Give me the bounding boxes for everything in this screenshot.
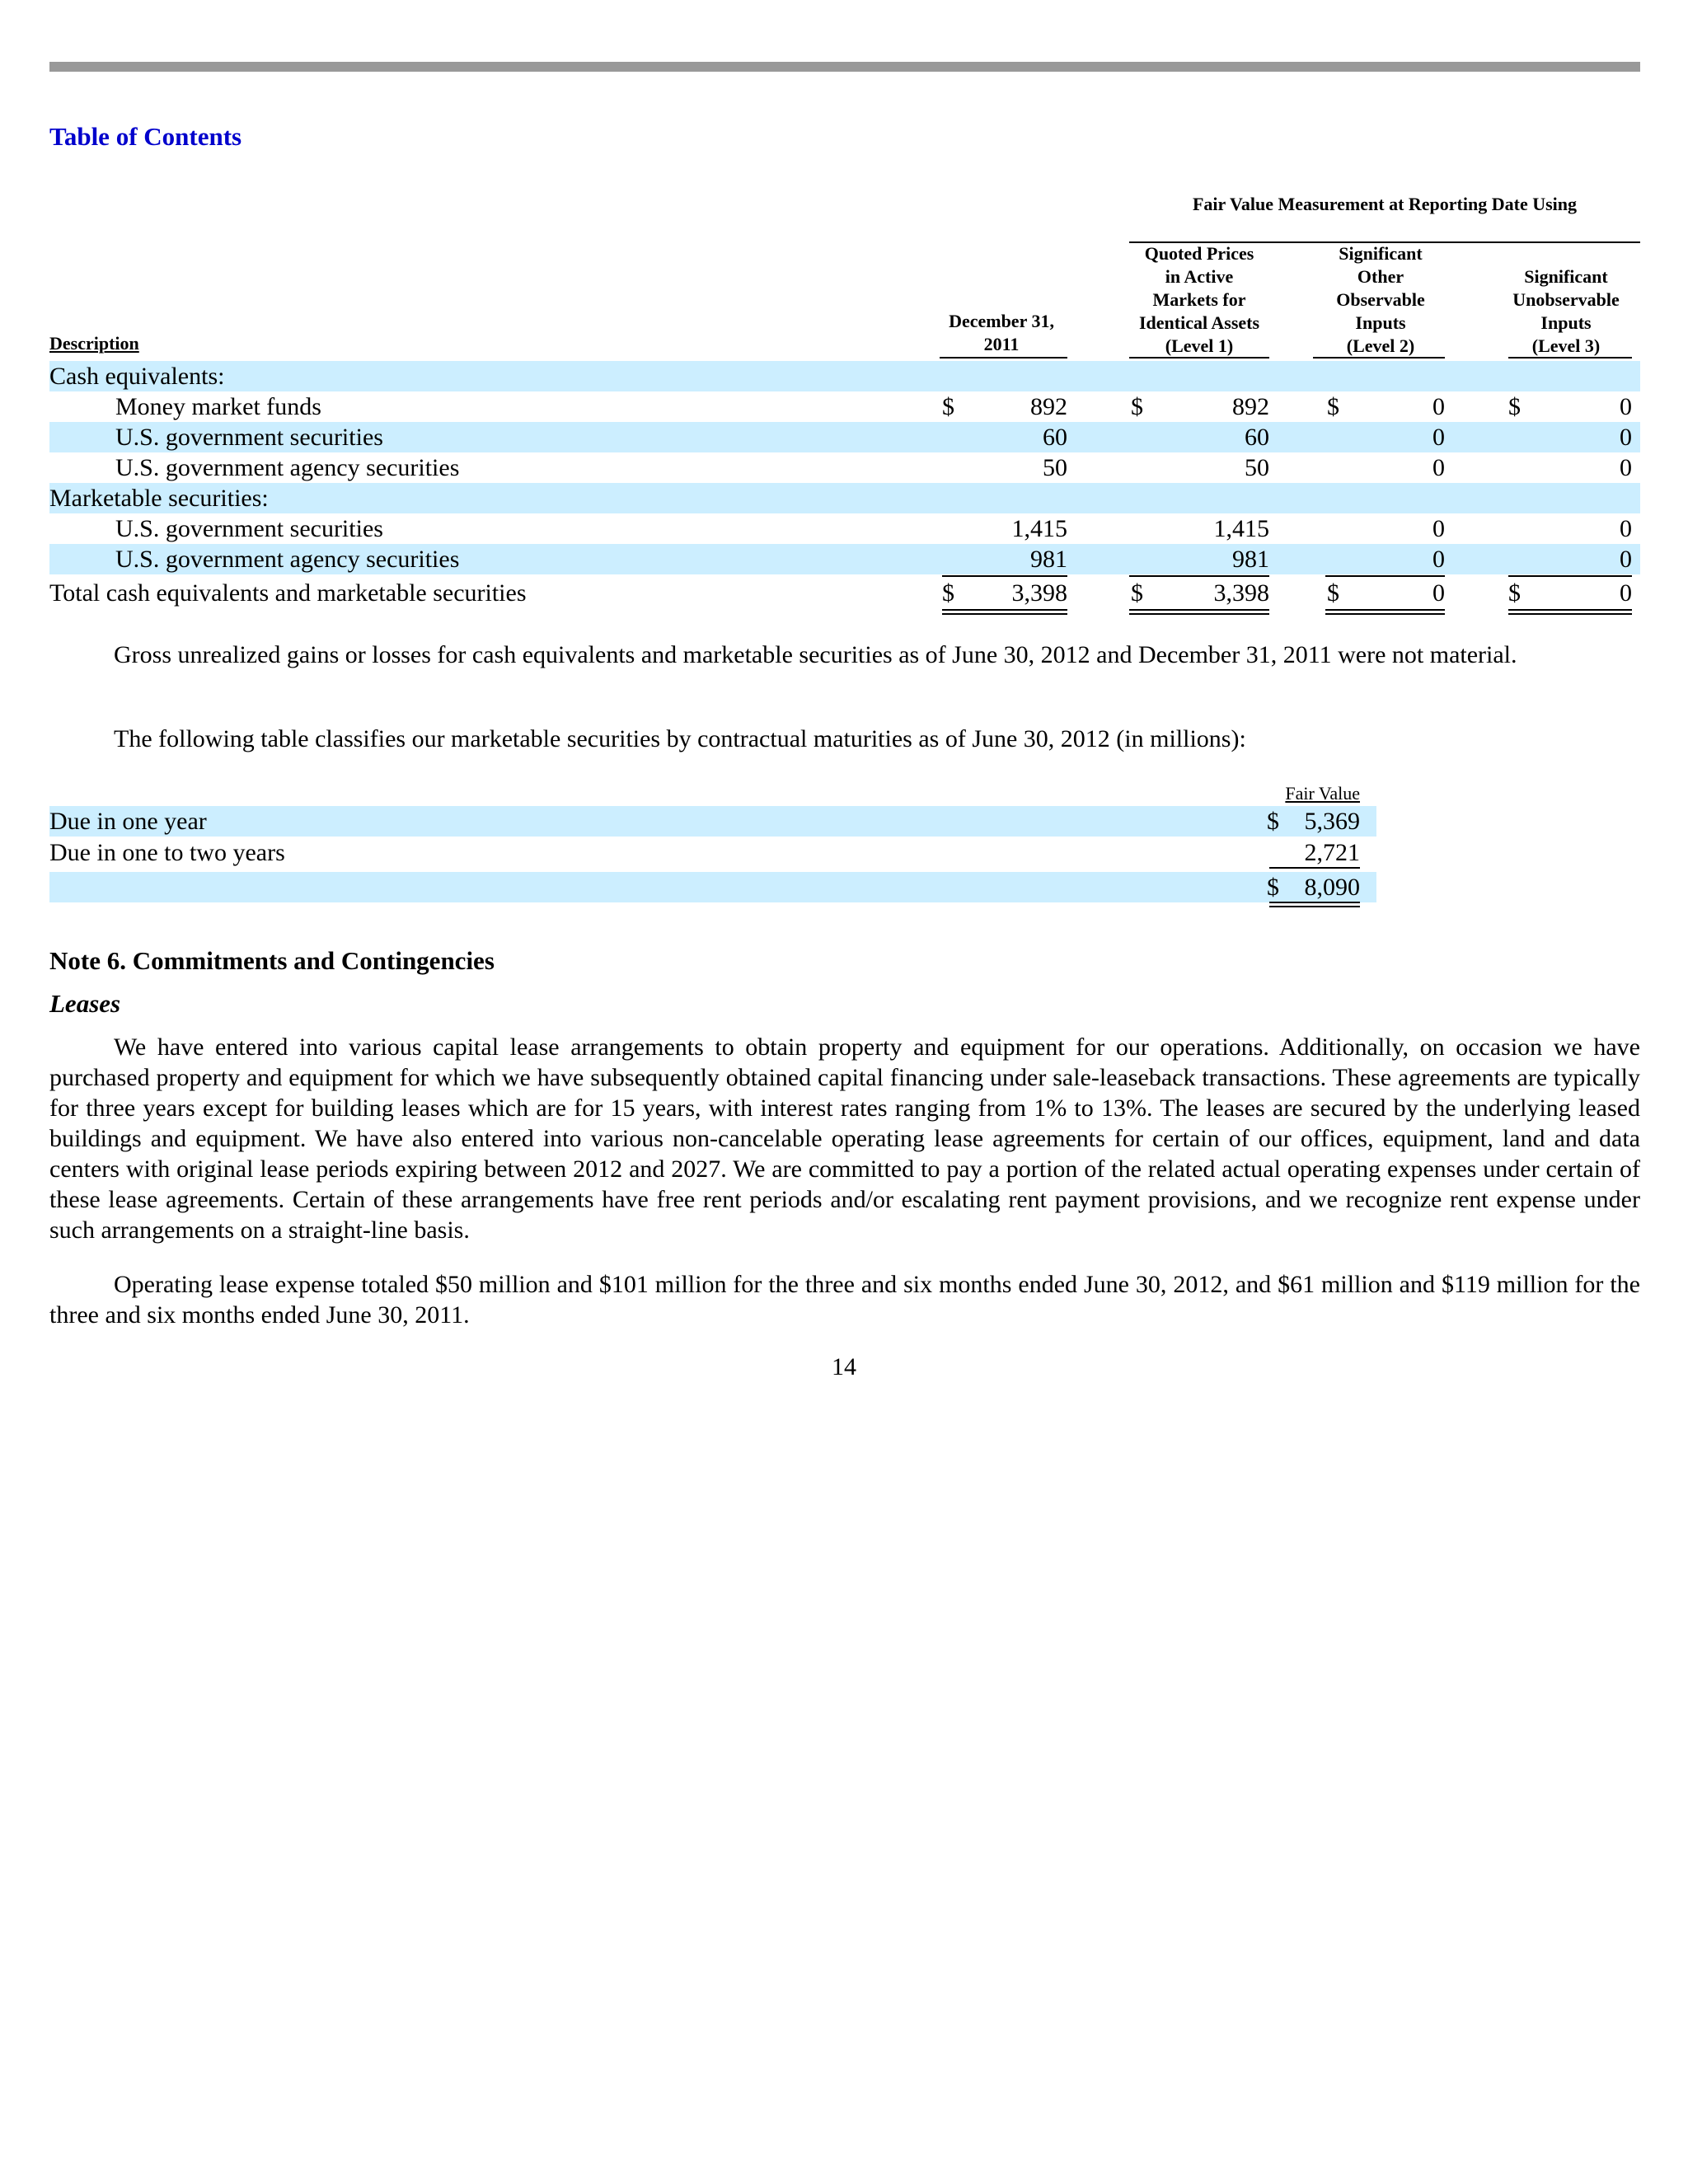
value-cell: 0 (1432, 515, 1445, 542)
subtotal-underline (1129, 575, 1269, 577)
value-cell: 0 (1432, 393, 1445, 420)
value-cell: 0 (1620, 393, 1632, 420)
description-header: Description (49, 333, 139, 354)
dollar-sign: $ (942, 579, 954, 607)
page-number: 14 (832, 1353, 856, 1380)
value-cell: 0 (1620, 454, 1632, 481)
maturity-row (49, 872, 1376, 902)
paragraph-maturities-intro (49, 724, 1640, 754)
value-cell: 5,369 (1304, 808, 1360, 835)
note-heading: Note 6. Commitments and Contingencies (49, 946, 495, 975)
value-cell: 1,415 (1011, 515, 1067, 542)
value-cell: 0 (1432, 579, 1445, 607)
total-double-underline (1269, 902, 1360, 907)
maturity-row (49, 837, 1376, 868)
value-cell: 981 (1030, 546, 1067, 573)
row-label: U.S. government agency securities (115, 454, 460, 481)
table-row (49, 422, 1640, 452)
maturity-row (49, 806, 1376, 837)
level2-line: Other (1357, 266, 1404, 287)
row-label: Due in one to two years (49, 839, 285, 866)
value-cell: 0 (1620, 579, 1632, 607)
table-row (49, 544, 1640, 574)
level2-line: Inputs (1355, 312, 1406, 333)
row-label: Total cash equivalents and marketable securities (49, 579, 527, 607)
dollar-sign: $ (1508, 579, 1521, 607)
dec31-header-line2: 2011 (983, 334, 1020, 354)
dollar-sign: $ (1327, 393, 1339, 420)
paragraph-text: We have entered into various capital lease arrangements to obtain property and equipment for our operations. Additionally, on occasion we have purchased property and equipment for which we have subsequently obtained capital financing under sale-leaseback transactions. These agreements are typically for three years except for building leases which are for 15 years, with interest rates ranging from 1% to 13%. The leases are secured by the underlying leased buildings and equipment. We have also entered into various non-cancelable operating lease agreements for certain of our offices, equipment, land and data centers with original lease periods expiring between 2012 and 2027. We are committed to pay a portion of the related actual operating expenses under certain of these lease agreements. Certain of these arrangements have free rent periods and/or escalating rent payment provisions, and we recognize rent expense under such arrangements on a straight-line basis. (49, 1033, 1640, 1244)
total-double-underline (1508, 609, 1632, 615)
value-cell: 0 (1620, 424, 1632, 451)
fair-value-header: Fair Value (1285, 783, 1360, 804)
value-cell: 981 (1232, 546, 1269, 573)
level1-underline (1129, 357, 1269, 359)
dec31-header (931, 310, 1071, 356)
value-cell: 2,721 (1304, 839, 1360, 866)
value-cell: 0 (1432, 424, 1445, 451)
group-header: Fair Value Measurement at Reporting Date Using (1192, 194, 1578, 214)
top-divider-bar (49, 62, 1640, 72)
level3-header (1492, 265, 1640, 358)
value-cell: 60 (1245, 424, 1269, 451)
subtotal-underline (1508, 575, 1632, 577)
table-row (49, 578, 1640, 608)
dollar-sign: $ (1131, 579, 1143, 607)
value-cell: 60 (1043, 424, 1067, 451)
total-double-underline (942, 609, 1067, 615)
level1-line: Markets for (1152, 289, 1246, 310)
level1-line: in Active (1165, 266, 1234, 287)
total-double-underline (1325, 609, 1445, 615)
value-cell: 50 (1245, 454, 1269, 481)
paragraph-text: Gross unrealized gains or losses for cash equivalents and marketable securities as of June 30, 2012 and December 31, 2011 were not material. (114, 641, 1517, 668)
value-cell: 8,090 (1304, 874, 1360, 901)
dollar-sign: $ (1267, 874, 1279, 901)
dollar-sign: $ (1131, 393, 1143, 420)
value-cell: 0 (1432, 546, 1445, 573)
dollar-sign: $ (1267, 808, 1279, 835)
value-cell: 0 (1620, 546, 1632, 573)
value-cell: 892 (1030, 393, 1067, 420)
dollar-sign: $ (942, 393, 954, 420)
subtotal-underline (1269, 867, 1360, 869)
level2-underline (1313, 357, 1445, 359)
value-cell: 50 (1043, 454, 1067, 481)
row-label: U.S. government securities (115, 424, 383, 451)
subtotal-underline (1325, 575, 1445, 577)
table-row (49, 513, 1640, 544)
level2-line: Observable (1336, 289, 1425, 310)
row-label: Money market funds (115, 393, 321, 420)
level1-line: Quoted Prices (1144, 243, 1254, 264)
row-label: U.S. government agency securities (115, 546, 460, 573)
dec31-underline (940, 357, 1067, 359)
value-cell: 3,398 (1213, 579, 1269, 607)
row-label: Cash equivalents: (49, 363, 225, 390)
subtotal-underline (942, 575, 1067, 577)
value-cell: 0 (1620, 515, 1632, 542)
paragraph-text: The following table classifies our marketable securities by contractual maturities as of June 30, 2012 (in millions): (114, 725, 1246, 752)
level2-line: (Level 2) (1346, 335, 1415, 356)
dollar-sign: $ (1508, 393, 1521, 420)
paragraph-operating-lease-expense (49, 1269, 1640, 1330)
paragraph-leases (49, 1032, 1640, 1245)
leases-heading: Leases (49, 989, 121, 1018)
table-row (49, 483, 1640, 513)
value-cell: 0 (1432, 454, 1445, 481)
value-cell: 3,398 (1011, 579, 1067, 607)
level2-line: Significant (1339, 243, 1423, 264)
table-row (49, 361, 1640, 391)
level3-underline (1508, 357, 1632, 359)
dec31-header-line1: December 31, (949, 311, 1054, 331)
row-label: Marketable securities: (49, 485, 269, 512)
row-label: U.S. government securities (115, 515, 383, 542)
row-label: Due in one year (49, 808, 207, 835)
value-cell: 1,415 (1213, 515, 1269, 542)
table-of-contents-link[interactable]: Table of Contents (49, 122, 242, 151)
level2-header (1311, 242, 1451, 358)
table-row (49, 391, 1640, 422)
level3-line: Inputs (1540, 312, 1592, 333)
paragraph-text: Operating lease expense totaled $50 million and $101 million for the three and six months ended June 30, 2012, and $61 million and $119 million for the three and six months ended June 30, 2011. (49, 1271, 1640, 1329)
total-double-underline (1129, 609, 1269, 615)
value-cell: 892 (1232, 393, 1269, 420)
level1-line: Identical Assets (1138, 312, 1260, 333)
level1-line: (Level 1) (1165, 335, 1234, 356)
level3-line: (Level 3) (1531, 335, 1601, 356)
table-row (49, 452, 1640, 483)
level3-line: Unobservable (1512, 289, 1620, 310)
level1-header (1121, 242, 1278, 358)
paragraph-unrealized-gains (49, 640, 1640, 670)
level3-line: Significant (1524, 266, 1608, 287)
dollar-sign: $ (1327, 579, 1339, 607)
